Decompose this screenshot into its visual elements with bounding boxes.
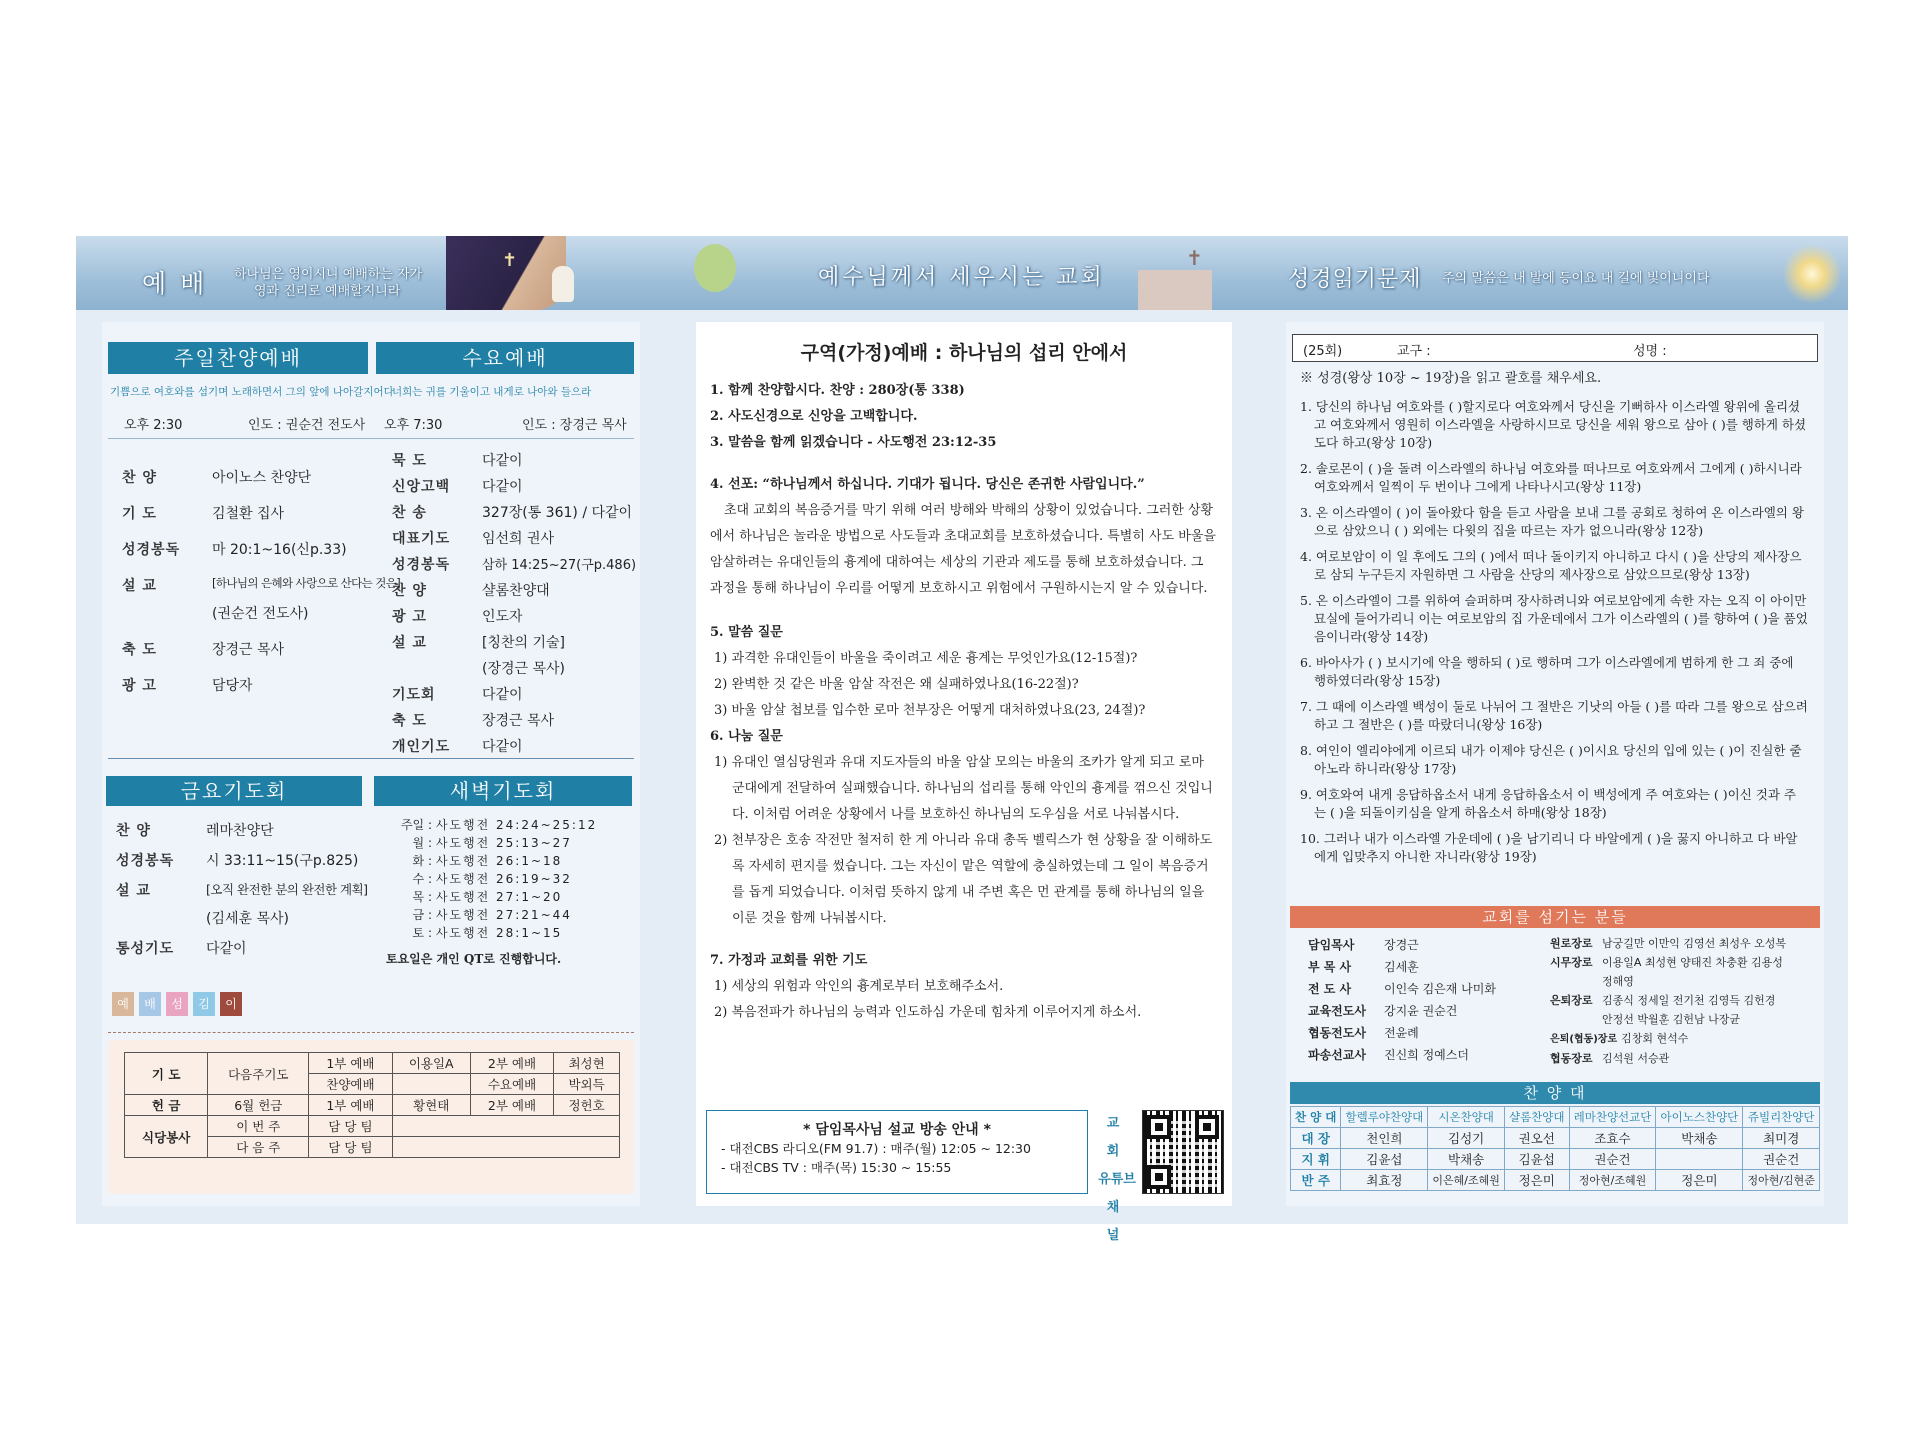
dawn-note: 토요일은 개인 QT로 진행합니다. [386, 952, 562, 966]
dawn-row: 토 : 사도행전 28:1~15 [412, 926, 563, 940]
friday-order [116, 820, 366, 968]
order-row: (김세훈 목사) [206, 911, 289, 927]
quiz-name-box [1292, 334, 1818, 362]
staff-right [1550, 934, 1786, 1068]
banner-hand-art [446, 236, 566, 310]
staff-row: 시무장로 이용일A 최성현 양태진 차충환 김용성 [1550, 956, 1783, 969]
tab-badge: 배 [139, 992, 161, 1016]
worship-banner-verse-2: 영과 진리로 예배할지니라 [254, 284, 401, 299]
staff-left [1308, 934, 1496, 1066]
quiz-name-field[interactable]: 성명 : [1633, 344, 1667, 359]
order-row: 축 도 장경근 목사 [392, 713, 555, 729]
dawn-row: 금 : 사도행전 27:21~44 [412, 908, 572, 922]
banner-candle-art [1782, 244, 1842, 304]
staff-row: 파송선교사 진신희 정예스더 [1308, 1048, 1469, 1062]
quiz-item: 5. 온 이스라엘이 그를 위하여 슬퍼하며 장사하려니와 여로보암에게 속한 자는 오직 이 아이만 묘실에 들어가리니 이는 여로보암의 집 가운데에서 그가 이스라엘의 ( )를 향하여 ( )을 품었음이니라(왕상 14장) [1300, 593, 1808, 644]
wednesday-order [392, 450, 637, 762]
order-row: 묵 도 다같이 [392, 453, 523, 469]
qr-finder [1147, 1165, 1171, 1189]
quiz-item: 3. 온 이스라엘이 ( )이 돌아왔다 함을 듣고 사람을 보내 그를 공회로 청하여 온 이스라엘의 왕으로 삼았으니 ( ) 외에는 다윗의 집을 따르는 자가 없으니라(왕상 12장) [1300, 505, 1804, 538]
order-row: 설 교 [칭찬의 기술] [392, 635, 565, 651]
quiz-round: (25회) [1303, 344, 1343, 359]
banner-praying-figure [552, 266, 574, 302]
order-row: 찬 양 레마찬양단 [116, 823, 274, 839]
quiz-item: 4. 여로보암이 이 일 후에도 그의 ( )에서 떠나 돌이키지 아니하고 다시 ( )을 산당의 제사장으로 삼되 누구든지 자원하면 그 사람을 산당의 제사장으로 삼았으므로(왕상 13장) [1300, 549, 1802, 582]
staff-row: 정해영 [1602, 975, 1634, 988]
home-worship-panel [696, 322, 1232, 1243]
sunday-order [122, 467, 401, 703]
choir-table: 찬 양 대 할렐루야찬양대 시온찬양대 샬롬찬양대 레마찬양선교단 아이노스찬양단 쥬빌리찬양단 대 장 천인희 김성기 권오선 조효수 박채송 최미경 지 휘 김윤섭 박채송 김윤섭 권순건 권순건 반 주 최효정 이은혜/조혜원 정은미 정아현/조혜원 정은미 정아현/김현준 [1290, 1106, 1820, 1191]
broadcast-title: * 담임목사님 설교 방송 안내 * [803, 1122, 991, 1138]
banner-church-art [1138, 270, 1212, 310]
bulletin-tabs [112, 992, 242, 1016]
order-row: 통성기도 다같이 [116, 941, 247, 957]
dawn-row: 수 : 사도행전 26:19~32 [412, 872, 572, 886]
tab-badge: 섬 [166, 992, 188, 1016]
order-row: 광 고 인도자 [392, 609, 523, 625]
order-row: 찬 양 샬롬찬양대 [392, 583, 550, 599]
wednesday-subtitle: 너희는 귀를 기울이고 내게로 나아와 들으라 [392, 386, 592, 398]
order-row: 설 교 [하나님의 은혜와 사랑으로 산다는 것은] [122, 576, 401, 594]
dawn-row: 주일 : 사도행전 24:24~25:12 [400, 818, 598, 832]
broadcast-box [706, 1110, 1088, 1194]
tab-badge: 김 [193, 992, 215, 1016]
banner-tree-art [694, 244, 736, 292]
staff-title: 교회를 섬기는 분들 [1290, 906, 1820, 928]
staff-row: 은퇴(협동)장로 김창회 현석수 [1550, 1032, 1689, 1045]
divider [108, 1032, 634, 1034]
qr-finder [1195, 1115, 1219, 1139]
duty-prayer-label: 기 도 [125, 1053, 208, 1095]
sunday-leader: 인도 : 권순건 전도사 [248, 418, 366, 433]
banner-church-cross-icon: ✝ [1186, 246, 1203, 270]
quiz-item: 9. 여호와여 내게 응답하옵소서 내게 응답하옵소서 이 백성에게 주 여호와는 ( )이신 것과 주는 ( )을 되돌이키심을 알게 하옵소서 하매(왕상 18장) [1300, 787, 1796, 820]
banner-cross-icon: ✝ [502, 250, 518, 271]
quiz-questions [1300, 370, 1808, 874]
order-row: 대표기도 임선희 권사 [392, 531, 555, 547]
bible-quiz-panel [1286, 322, 1824, 1206]
duty-offering-label: 헌 금 [125, 1095, 208, 1116]
divider [108, 438, 634, 439]
staff-row: 원로장로 남궁길만 이만익 김영선 최성우 오성복 [1550, 937, 1787, 950]
duty-table: 기 도 다음주기도 1부 예배 이용일A 2부 예배 최성현 찬양예배 수요예배 박외득 헌 금 6월 헌금 1부 예배 황현태 2부 예배 정헌호 식당봉사 이 번 주 담 당 팀 다 음 주 담 당 팀 [124, 1052, 620, 1158]
choir-title: 찬 양 대 [1290, 1082, 1820, 1104]
youtube-channel-label: 교 회 유튜브 채 널 [1098, 1116, 1136, 1243]
duty-meal-label: 식당봉사 [125, 1116, 208, 1158]
dawn-schedule [386, 816, 598, 968]
home-worship-body: 1. 함께 찬양합시다. 찬양 : 280장(통 338) 2. 사도신경으로 신앙을 고백합니다. 3. 말씀을 함께 읽겠습니다 - 사도행전 23:12-35 4. 선포: “하나님께서 하십니다. 기대가 됩니다. 당신은 존귀한 사람입니다.” 초대 교회의 복음증거를 막기 위해 여러 방해와 박해의 상황이 있었습니다. 그러한 상황에서 하나님은 놀라운 방법으로 사도들과 초대교회를 보호하셨습니다. 특별히 사도 바울을 암살하려는 유대인들의 흉계에 대하여는 세상의 기관과 제도를 통해 보호하셨습니다. 그 과정을 통해 하나님이 우리를 어떻게 보호하시고 위험에서 구원하시는지 알 수 있습니다. 5. 말씀 질문 1) 과격한 유대인들이 바울을 죽이려고 세운 흉계는 무엇인가요(12-15절)? 2) 완벽한 것 같은 바울 암살 작전은 왜 실패하였나요(16-22절)? 3) 바울 암살 첩보를 입수한 로마 천부장은 어떻게 대처하였나요(23, 24절)? 6. 나눔 질문 1) 유대인 열심당원과 유대 지도자들의 바울 암살 모의는 바울의 조카가 알게 되고 로마 군대에게 전달하여 실패했습니다. 하나님의 섭리를 통해 악인의 흉계를 꺾으신 것입니다. 이처럼 어려운 상황에서 나를 보호하신 하나님의 도우심을 서로 나눠봅시다. 2) 천부장은 호송 작전만 철저히 한 게 아니라 유대 총독 벨릭스가 현 상황을 잘 이해하도록 자세히 편지를 썼습니다. 그는 자신이 맡은 역할에 충실하였는데 그 일이 복음증거를 돕게 되었습니다. 이처럼 뜻하지 않게 내 주변 혹은 먼 관계를 통해 하나님의 일을 이룬 것을 함께 나눠봅시다. 7. 가정과 교회를 위한 기도 1) 세상의 위험과 악인의 흉계로부터 보호해주소서. 2) 복음전파가 하나님의 능력과 인도하심 가운데 힘차게 이루어지게 하소서. [710, 383, 1216, 1020]
staff-row: 은퇴장로 김종식 정세일 전기천 김영득 김헌경 [1550, 994, 1776, 1007]
bible-banner-verse: 주의 말씀은 내 발에 등이요 내 길에 빛이니이다 [1442, 271, 1710, 286]
staff-row: 협동장로 김석원 서승관 [1550, 1052, 1670, 1065]
sunday-time: 오후 2:30 [124, 418, 183, 433]
worship-banner-verse-1: 하나님은 영이시니 예배하는 자가 [234, 267, 423, 282]
wednesday-title: 수요예배 [376, 342, 634, 374]
staff-row: 부 목 사 김세훈 [1308, 960, 1419, 974]
order-row: 성경봉독 마 20:1~16(신p.33) [122, 542, 347, 558]
sunday-title: 주일찬양예배 [108, 342, 368, 374]
qr-finder [1147, 1115, 1171, 1139]
order-row: 찬 양 아이노스 찬양단 [122, 470, 312, 486]
dawn-row: 목 : 사도행전 27:1~20 [412, 890, 563, 904]
youtube-qr-code[interactable] [1142, 1110, 1224, 1194]
staff-row: 협동전도사 전윤례 [1308, 1026, 1419, 1040]
tab-badge: 예 [112, 992, 134, 1016]
church-banner [668, 236, 1260, 310]
order-row: (권순건 전도사) [212, 606, 309, 622]
staff-row: 담임목사 장경근 [1308, 938, 1419, 952]
worship-banner [76, 236, 668, 310]
home-worship-title: 구역(가정)예배 : 하나님의 섭리 안에서 [800, 342, 1128, 364]
order-row: 신앙고백 다같이 [392, 479, 523, 495]
order-row: 기도회 다같이 [392, 687, 523, 703]
quiz-item: 8. 여인이 엘리야에게 이르되 내가 이제야 당신은 ( )이시요 당신의 입에 있는 ( )이 진실한 줄 아노라 하니라(왕상 17장) [1300, 743, 1802, 776]
dawn-row: 월 : 사도행전 25:13~27 [412, 836, 572, 850]
staff-row: 교육전도사 강지윤 권순건 [1308, 1004, 1458, 1018]
quiz-item: 6. 바아사가 ( ) 보시기에 악을 행하되 ( )로 행하며 그가 이스라엘에게 범하게 한 그 죄 중에 행하였더라(왕상 15장) [1300, 655, 1794, 688]
bulletin-sheet [76, 236, 1848, 1243]
broadcast-radio: - 대전CBS 라디오(FM 91.7) : 매주(월) 12:05 ~ 12:30 [721, 1141, 1031, 1156]
staff-row: 안정선 박월훈 김헌남 나장균 [1602, 1013, 1741, 1026]
order-row: 개인기도 다같이 [392, 739, 523, 755]
order-row: 기 도 김철환 집사 [122, 506, 285, 522]
worship-banner-title: 예 배 [142, 269, 208, 298]
quiz-item: 1. 당신의 하나님 여호와를 ( )할지로다 여호와께서 당신을 기뻐하사 이스라엘 왕위에 올리셨고 여호와께서 영원히 이스라엘을 사랑하시므로 당신을 세워 왕으로 삼아 ( )를 행하게 하셨도다 하고(왕상 10장) [1300, 399, 1807, 450]
quiz-item: 10. 그러나 내가 이스라엘 가운데에 ( )을 남기리니 다 바알에게 ( )을 꿇지 아니하고 다 바알에게 입맞추지 아니한 자니라(왕상 19장) [1300, 831, 1798, 864]
order-row: 축 도 장경근 목사 [122, 642, 285, 658]
wednesday-leader: 인도 : 장경근 목사 [522, 418, 627, 433]
order-row: 광 고 담당자 [122, 678, 253, 694]
divider [108, 758, 634, 759]
dawn-title: 새벽기도회 [374, 776, 632, 806]
quiz-item: 7. 그 때에 이스라엘 백성이 둘로 나뉘어 그 절반은 기낫의 아들 ( )를 따라 그를 왕으로 삼으려 하고 그 절반은 ( )를 따랐더니(왕상 16장) [1300, 699, 1808, 732]
friday-title: 금요기도회 [106, 776, 362, 806]
order-row: 성경봉독 시 33:11~15(구p.825) [116, 853, 359, 869]
quiz-instruction: ※ 성경(왕상 10장 ~ 19장)을 읽고 괄호를 채우세요. [1300, 371, 1602, 386]
bible-banner-title: 성경읽기문제 [1288, 267, 1422, 292]
order-row: 성경봉독 삼하 14:25~27(구p.486) [392, 557, 637, 573]
order-row: 찬 송 327장(통 361) / 다같이 [392, 505, 633, 521]
dawn-row: 화 : 사도행전 26:1~18 [412, 854, 563, 868]
sunday-subtitle: 기쁨으로 여호와를 섬기며 노래하면서 그의 앞에 나아갈지어다 [110, 386, 394, 398]
quiz-district-field[interactable]: 교구 : [1397, 344, 1431, 359]
order-row: (장경근 목사) [482, 661, 565, 677]
order-row: 설 교 [오직 완전한 분의 완전한 계획] [116, 882, 368, 899]
broadcast-tv: - 대전CBS TV : 매주(목) 15:30 ~ 15:55 [721, 1160, 952, 1175]
church-banner-title: 예수님께서 세우시는 교회 [818, 265, 1105, 290]
wednesday-time: 오후 7:30 [384, 418, 443, 433]
bible-banner [1260, 236, 1848, 310]
tab-badge: 이 [220, 992, 242, 1016]
quiz-item: 2. 솔로몬이 ( )을 돌려 이스라엘의 하나님 여호와를 떠나므로 여호와께서 그에게 ( )하시니라 여호와께서 일찍이 두 번이나 그에게 나타나시고(왕상 11장) [1300, 461, 1802, 494]
worship-panel [102, 322, 640, 1206]
staff-row: 전 도 사 이인숙 김은재 나미화 [1308, 982, 1496, 996]
